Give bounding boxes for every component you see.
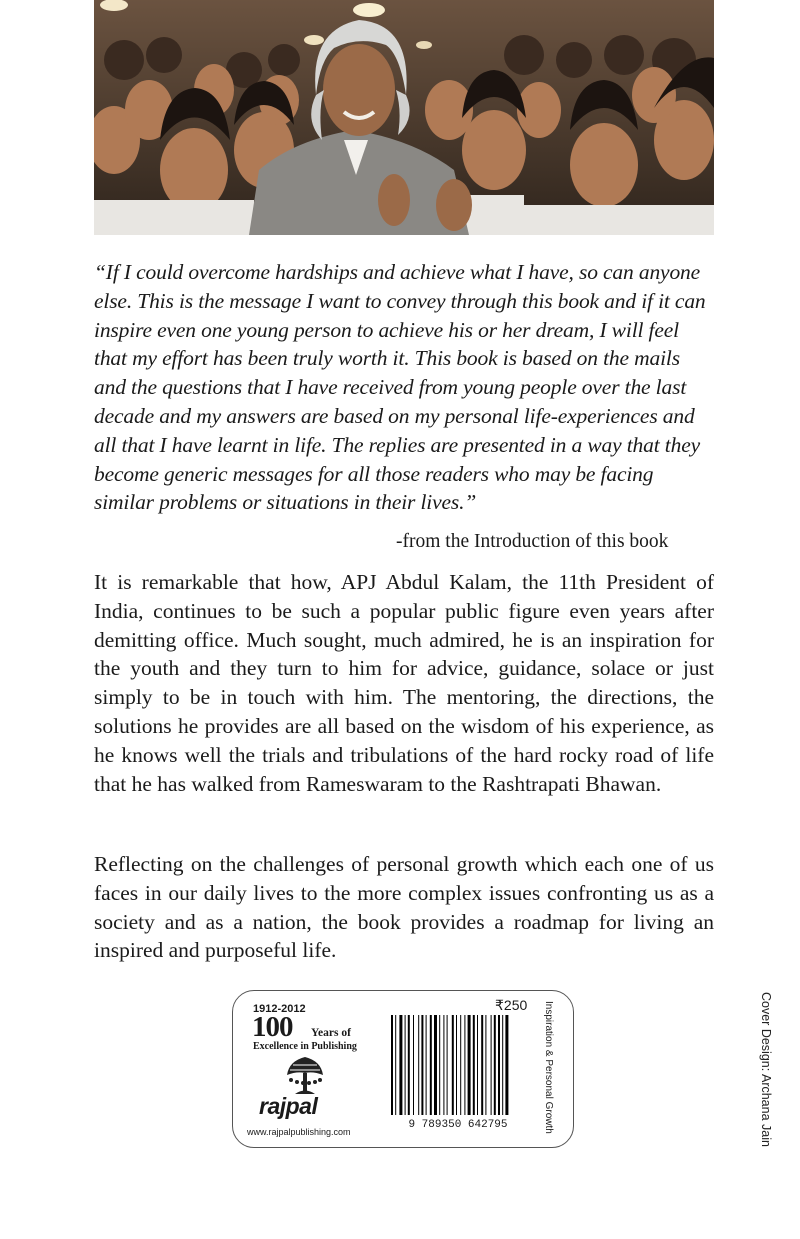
publisher-barcode-panel bbox=[232, 990, 574, 1148]
barcode bbox=[389, 1015, 535, 1121]
quote-attribution: -from the Introduction of this book bbox=[396, 531, 669, 552]
anniversary-years: 1912-2012 bbox=[253, 1003, 306, 1015]
anniversary-number: 100 bbox=[252, 1011, 293, 1043]
description-paragraph-1: It is remarkable that how, APJ Abdul Kalam, the 11th President of India, continues to be such a popular public figure even years after demitting office. Much sought, much admired, he is an inspiration for the youth and they turn to him for advice, guidance, solace or just simply to be in touch with him. The mentoring, the directions, the solutions he provides are all based on the wisdom of his experience, as he knows well the trials and tribulations of the hard rocky road of life that he has walked from Rameswaram to the Rashtrapati Bhawan. bbox=[94, 570, 714, 796]
cover-photo bbox=[94, 0, 714, 235]
publisher-logo-text: rajpal bbox=[259, 1093, 318, 1119]
tree-logo-icon bbox=[283, 1053, 327, 1097]
isbn-number: 9 789350 642795 bbox=[408, 1119, 508, 1131]
description-paragraph-2: Reflecting on the challenges of personal growth which each one of us faces in our daily lives to the more complex issues confronting us as a society and as a nation, the book provides a roadmap for living an inspired and purposeful life. bbox=[94, 852, 714, 963]
anniversary-years-of: Years of bbox=[311, 1027, 351, 1039]
cover-design-credit: Cover Design: Archana Jain bbox=[759, 992, 773, 1147]
price: ₹250 bbox=[495, 997, 528, 1013]
crowd-photo-illustration bbox=[94, 0, 714, 235]
intro-quote: “If I could overcome hardships and achieve what I have, so can anyone else. This is the message I want to convey through this book and if it can inspire even one young person to achieve his or her dream, I will feel that my effort has been truly worth it. This book is based on the mails and the questions that I have received from young people over the last decade and my answers are based on my personal life-experiences and all that I have learnt in life. The replies are presented in a way that they become generic messages for all those readers who may be facing similar problems or situations in their lives.” bbox=[94, 260, 706, 515]
publisher-website: www.rajpalpublishing.com bbox=[247, 1127, 351, 1137]
anniversary-tagline: Excellence in Publishing bbox=[253, 1041, 357, 1052]
book-category: Inspiration & Personal Growth bbox=[543, 1001, 554, 1134]
